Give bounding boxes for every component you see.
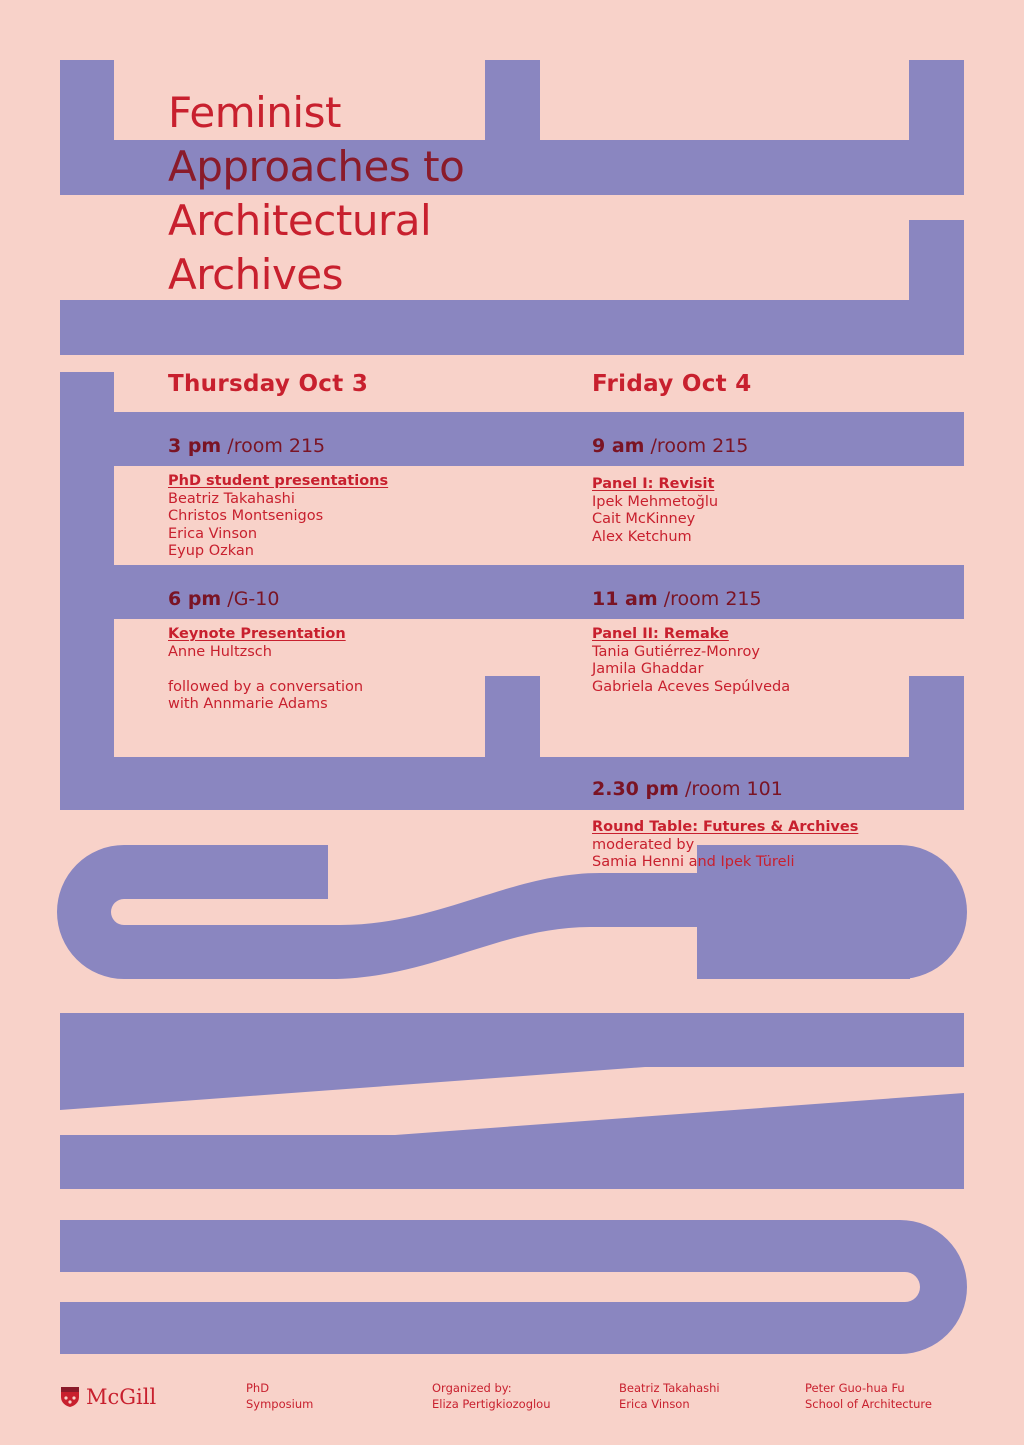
room-value: room 101 <box>691 778 783 800</box>
mcgill-logo <box>60 1385 156 1409</box>
session-note: moderated by <box>592 836 695 853</box>
speaker-name: Christos Montsenigos <box>168 508 324 524</box>
footer-text: PhD <box>246 1381 270 1395</box>
time-separator: / <box>227 435 234 457</box>
footer-column <box>619 1381 720 1412</box>
title-line: Approaches to <box>168 142 465 191</box>
footer-text: Peter Guo-hua Fu <box>805 1381 905 1395</box>
spacer <box>168 661 363 679</box>
session-note: with Annmarie Adams <box>168 696 328 712</box>
session-block <box>592 476 718 546</box>
time-value: 3 pm <box>168 435 222 457</box>
speaker-name: Beatriz Takahashi <box>168 490 295 507</box>
speaker-name: Anne Hultzsch <box>168 643 272 660</box>
session-block <box>592 819 858 872</box>
day-heading-friday: Friday Oct 4 <box>592 371 752 397</box>
shape-diagonal <box>60 1013 964 1110</box>
footer-text: Organized by: <box>432 1381 512 1395</box>
speaker-name: Eyup Ozkan <box>168 543 254 559</box>
footer-text: Beatriz Takahashi <box>619 1381 720 1395</box>
time-value: 2.30 pm <box>592 778 679 800</box>
shape-bar <box>909 676 964 810</box>
time-separator: / <box>684 778 692 800</box>
time-value: 6 pm <box>168 588 222 610</box>
title-line: Feminist <box>168 88 341 137</box>
session-time <box>168 435 325 457</box>
speaker-name: Ipek Mehmetoğlu <box>592 493 719 510</box>
speaker-name: Cait McKinney <box>592 511 696 527</box>
session-time <box>168 588 279 610</box>
footer-text: Erica Vinson <box>619 1396 690 1411</box>
session-time <box>592 588 762 610</box>
mcgill-wordmark: McGill <box>86 1385 157 1409</box>
mcgill-crest-icon <box>60 1386 80 1408</box>
poster-title <box>168 86 464 302</box>
session-time <box>592 435 748 457</box>
session-title: Panel II: Remake <box>592 626 729 642</box>
shape-bar <box>60 300 964 355</box>
speaker-name: Erica Vinson <box>168 525 258 542</box>
title-line: Archives <box>168 250 344 299</box>
speaker-name: Jamila Ghaddar <box>592 661 704 677</box>
room-value: room 215 <box>233 435 326 457</box>
shape-bar <box>485 60 540 160</box>
time-value: 11 am <box>592 588 658 610</box>
shape-bar <box>485 676 540 776</box>
day-heading-thursday: Thursday Oct 3 <box>168 371 369 397</box>
session-block <box>168 626 363 714</box>
session-block <box>592 626 790 696</box>
room-value: room 215 <box>656 435 749 457</box>
session-title: PhD student presentations <box>168 473 389 489</box>
session-block <box>168 473 388 561</box>
footer-text: Symposium <box>246 1396 314 1411</box>
time-value: 9 am <box>592 435 645 457</box>
footer-text: Eliza Pertigkiozoglou <box>432 1396 551 1411</box>
speaker-name: Samia Henni and Ipek Türeli <box>592 854 795 870</box>
time-separator: / <box>227 588 234 610</box>
session-note: followed by a conversation <box>168 678 364 695</box>
footer-column <box>432 1381 551 1412</box>
shape-bar <box>909 60 964 195</box>
shape-curve <box>60 1220 967 1354</box>
session-time <box>592 778 783 800</box>
title-line: Architectural <box>168 196 432 245</box>
session-title: Keynote Presentation <box>168 626 346 642</box>
time-separator: / <box>663 588 671 610</box>
shape-diagonal <box>60 1093 964 1189</box>
room-value: G-10 <box>233 588 280 610</box>
footer-column <box>246 1381 313 1412</box>
room-value: room 215 <box>670 588 762 610</box>
footer-text: School of Architecture <box>805 1396 932 1411</box>
footer-column <box>805 1381 932 1412</box>
speaker-name: Gabriela Aceves Sepúlveda <box>592 678 791 695</box>
time-separator: / <box>650 435 657 457</box>
session-title: Panel I: Revisit <box>592 476 715 492</box>
speaker-name: Tania Gutiérrez-Monroy <box>592 643 760 660</box>
speaker-name: Alex Ketchum <box>592 528 692 545</box>
session-title: Round Table: Futures & Archives <box>592 819 859 835</box>
